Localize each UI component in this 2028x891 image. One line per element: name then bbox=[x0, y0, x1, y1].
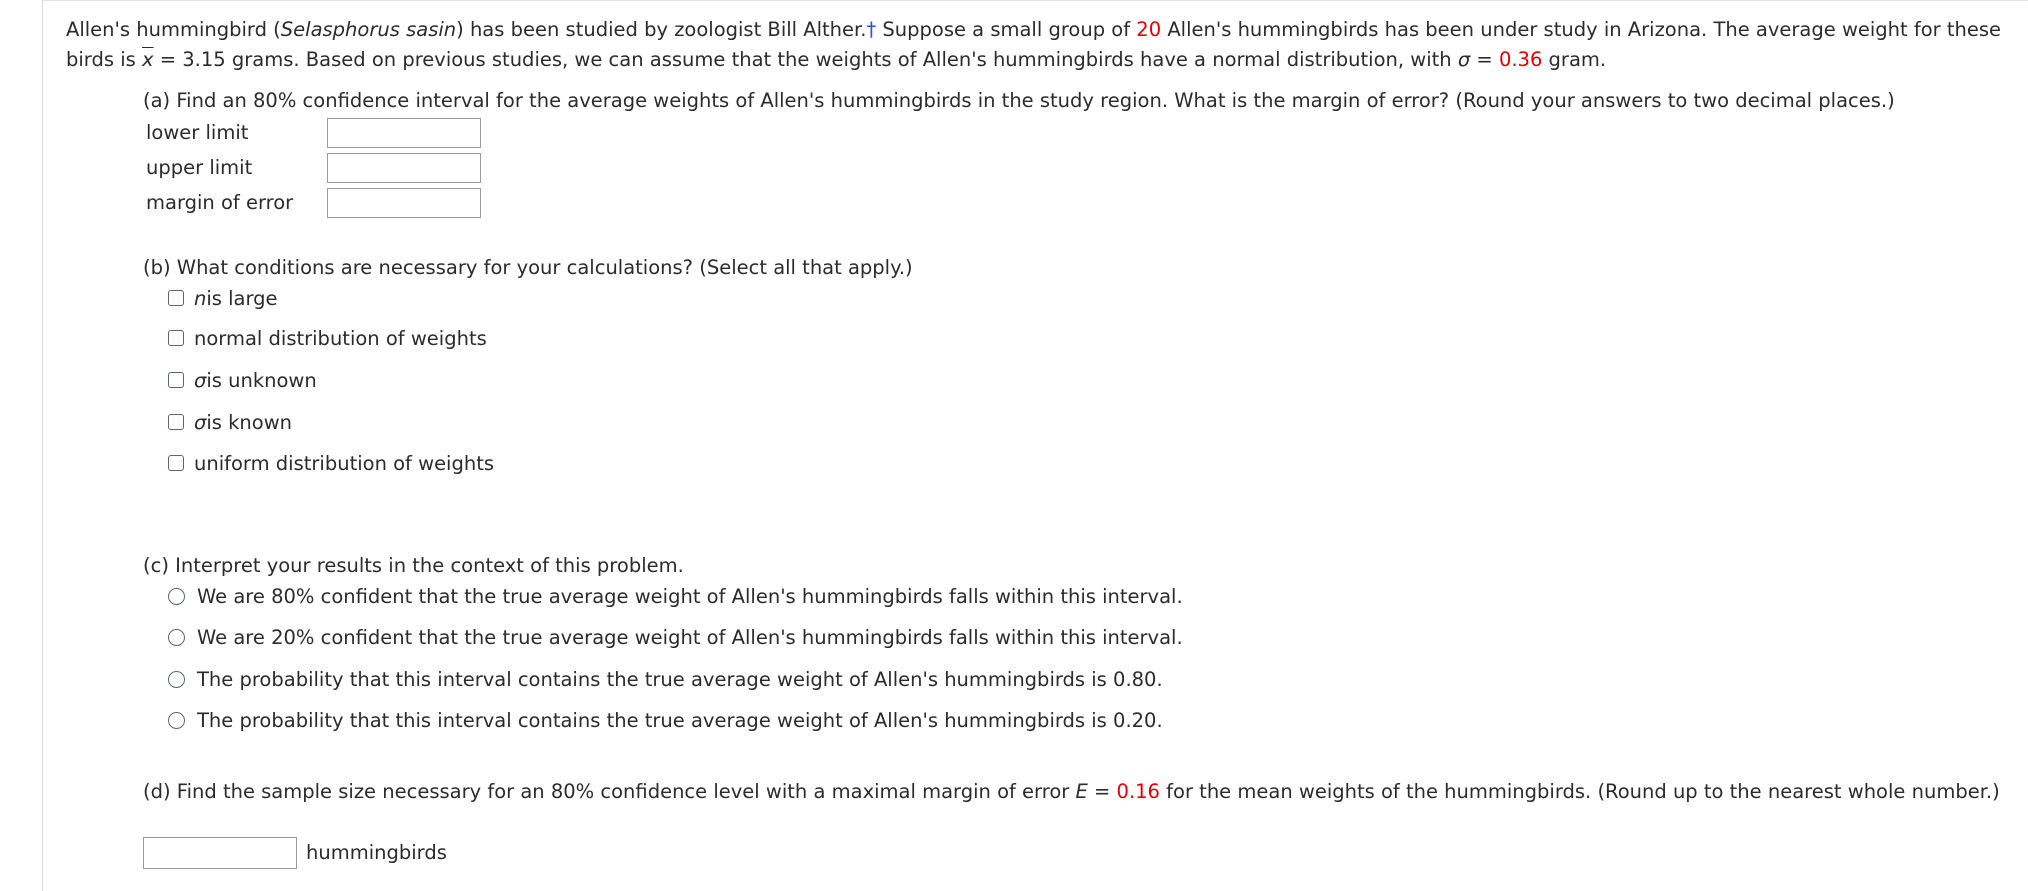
lower-limit-row bbox=[146, 121, 326, 144]
option-label: We are 80% confident that the true average weight of Allen's hummingbirds falls within this interval. bbox=[197, 584, 1183, 608]
part-a-question: (a) Find an 80% confidence interval for the average weights of Allen's hummingbirds in the study region. What is the margin of error? (Round your answers to two decimal places.) bbox=[143, 89, 1895, 112]
checkbox[interactable] bbox=[168, 330, 184, 346]
upper-limit-row bbox=[146, 156, 326, 179]
condition-option-uniform-distribution[interactable] bbox=[168, 449, 494, 477]
margin-of-error-row bbox=[146, 191, 326, 214]
option-symbol: n bbox=[194, 286, 207, 310]
sigma-value: 0.36 bbox=[1498, 48, 1543, 71]
option-symbol: σ bbox=[194, 368, 207, 392]
radio-button[interactable] bbox=[168, 671, 185, 688]
intro-text: Allen's hummingbirds has been under study in Arizona. The average weight for these birds is bbox=[66, 18, 2002, 71]
species-name: Selasphorus sasin bbox=[280, 18, 457, 41]
sample-size-unit: hummingbirds bbox=[306, 841, 447, 864]
question-text: for the mean weights of the hummingbirds. (Round up to the nearest whole number.) bbox=[1159, 780, 2000, 803]
intro-text: Suppose a small group of bbox=[876, 18, 1137, 41]
radio-button[interactable] bbox=[168, 629, 185, 646]
option-label: uniform distribution of weights bbox=[194, 451, 495, 475]
checkbox[interactable] bbox=[168, 372, 184, 388]
option-symbol: σ bbox=[194, 410, 207, 434]
sample-size-value: 20 bbox=[1136, 18, 1162, 41]
option-label: The probability that this interval contains the true average weight of Allen's hummingbirds is 0.80. bbox=[197, 667, 1163, 691]
option-label: normal distribution of weights bbox=[194, 326, 487, 350]
interpretation-option-2[interactable] bbox=[168, 623, 1183, 651]
lower-limit-input[interactable] bbox=[327, 118, 481, 148]
option-label: is known bbox=[206, 410, 293, 434]
upper-limit-label: upper limit bbox=[146, 156, 253, 179]
radio-button[interactable] bbox=[168, 588, 185, 605]
checkbox[interactable] bbox=[168, 455, 184, 471]
intro-text: gram. bbox=[1542, 48, 1607, 71]
e-symbol: E bbox=[1075, 780, 1088, 803]
option-label: We are 20% confident that the true average weight of Allen's hummingbirds falls within this interval. bbox=[197, 625, 1183, 649]
e-value: 0.16 bbox=[1116, 780, 1160, 803]
option-label: The probability that this interval contains the true average weight of Allen's hummingbirds is 0.20. bbox=[197, 708, 1163, 732]
part-b-question: (b) What conditions are necessary for your calculations? (Select all that apply.) bbox=[143, 256, 913, 279]
margin-of-error-input[interactable] bbox=[327, 188, 481, 218]
lower-limit-label: lower limit bbox=[146, 121, 249, 144]
checkbox[interactable] bbox=[168, 290, 184, 306]
intro-text: = 3.15 grams. Based on previous studies, we can assume that the weights of Allen's hummingbirds have a normal distribution, with bbox=[153, 48, 1458, 71]
footnote-link[interactable]: † bbox=[866, 18, 877, 41]
intro-text: = bbox=[1470, 48, 1499, 71]
part-c-question: (c) Interpret your results in the context of this problem. bbox=[143, 554, 684, 577]
condition-option-sigma-unknown[interactable] bbox=[168, 366, 317, 394]
condition-option-normal-distribution[interactable] bbox=[168, 324, 487, 352]
part-d-question bbox=[143, 777, 2003, 807]
option-label: is large bbox=[206, 286, 278, 310]
sigma-symbol: σ bbox=[1457, 48, 1471, 71]
interpretation-option-1[interactable] bbox=[168, 582, 1183, 610]
sample-size-input[interactable] bbox=[143, 837, 297, 869]
upper-limit-input[interactable] bbox=[327, 153, 481, 183]
xbar-symbol: $\overline{x}$ bbox=[141, 48, 154, 71]
question-text: (d) Find the sample size necessary for an 80% confidence level with a maximal margin of error bbox=[143, 780, 1076, 803]
interpretation-option-4[interactable] bbox=[168, 706, 1163, 734]
condition-option-sigma-known[interactable] bbox=[168, 408, 292, 436]
radio-button[interactable] bbox=[168, 712, 185, 729]
interpretation-option-3[interactable] bbox=[168, 665, 1163, 693]
condition-option-n-large[interactable] bbox=[168, 284, 278, 312]
margin-of-error-label: margin of error bbox=[146, 191, 294, 214]
option-label: is unknown bbox=[206, 368, 317, 392]
problem-statement bbox=[66, 15, 2016, 75]
question-text: = bbox=[1087, 780, 1117, 803]
checkbox[interactable] bbox=[168, 414, 184, 430]
intro-text: Allen's hummingbird ( bbox=[66, 18, 281, 41]
intro-text: ) has been studied by zoologist Bill Alther. bbox=[456, 18, 867, 41]
